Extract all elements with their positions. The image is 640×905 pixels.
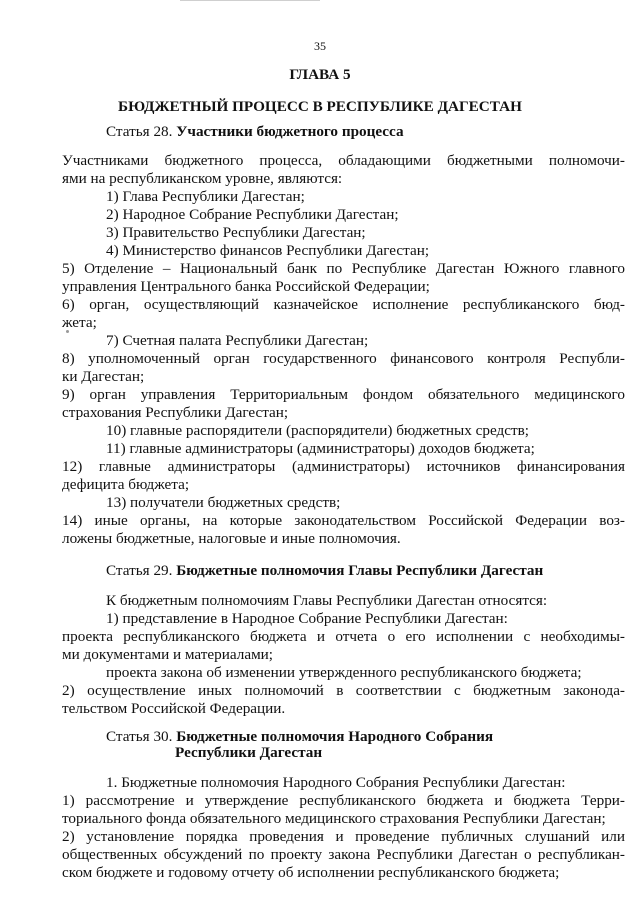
a29-line-6: 2) осуществление иных полномочий в соответствии с бюджетным законода-	[62, 682, 625, 699]
article-29-heading	[106, 562, 543, 580]
a28-line-19: дефицита бюджета;	[62, 476, 190, 493]
article-30-title-line-2: Республики Дагестан	[175, 744, 323, 761]
a30-line-5: общественных обсуждений по проекту закона Республики Дагестан о республикан-	[62, 846, 625, 863]
a30-line-6: ском бюджете и годовому отчету об исполнении республиканского бюджета;	[62, 864, 560, 881]
a28-line-3: 1) Глава Республики Дагестан;	[106, 188, 305, 205]
a28-line-15: страхования Республики Дагестан;	[62, 404, 289, 421]
chapter-heading: ГЛАВА 5	[289, 66, 351, 83]
a30-line-2: 1) рассмотрение и утверждение республиканского бюджета и бюджета Терри-	[62, 792, 625, 809]
a28-line-18: 12) главные администраторы (администраторы) источников финансирования	[62, 458, 625, 475]
article-28-title: Участники бюджетного процесса	[176, 123, 404, 140]
a28-line-17: 11) главные администраторы (администраторы) доходов бюджета;	[106, 440, 535, 457]
chapter-title: БЮДЖЕТНЫЙ ПРОЦЕСС В РЕСПУБЛИКЕ ДАГЕСТАН	[118, 98, 522, 115]
a28-line-5: 3) Правительство Республики Дагестан;	[106, 224, 366, 241]
a28-line-14: 9) орган управления Территориальным фондом обязательного медицинского	[62, 386, 625, 403]
a30-line-4: 2) установление порядка проведения и проведение публичных слушаний или	[62, 828, 625, 845]
a30-line-1: 1. Бюджетные полномочия Народного Собрания Республики Дагестан:	[106, 774, 566, 791]
a28-line-22: ложены бюджетные, налоговые и иные полномочия.	[62, 530, 401, 547]
a28-line-8: управления Центрального банка Российской Федерации;	[62, 278, 430, 295]
a29-line-1: К бюджетным полномочиям Главы Республики Дагестан относятся:	[106, 592, 548, 609]
page-number: 35	[314, 39, 326, 53]
a29-line-7: тельством Российской Федерации.	[62, 700, 286, 717]
article-28-label: Статья 28.	[106, 123, 173, 140]
article-29-title: Бюджетные полномочия Главы Республики Дагестан	[176, 562, 544, 579]
scan-artifact-line	[180, 0, 320, 1]
article-28-heading	[106, 123, 404, 141]
article-29-label: Статья 29.	[106, 562, 173, 579]
a28-line-9: 6) орган, осуществляющий казначейское исполнение республиканского бюд-	[62, 296, 625, 313]
a28-line-20: 13) получатели бюджетных средств;	[106, 494, 341, 511]
a28-line-16: 10) главные распорядители (распорядители) бюджетных средств;	[106, 422, 529, 439]
a30-line-3: ториального фонда обязательного медицинского страхования Республики Дагестан;	[62, 810, 606, 827]
a29-line-5: проекта закона об изменении утвержденного республиканского бюджета;	[106, 664, 582, 681]
a29-line-2: 1) представление в Народное Собрание Республики Дагестан:	[106, 610, 508, 627]
a28-line-13: ки Дагестан;	[62, 368, 145, 385]
a28-line-11: 7) Счетная палата Республики Дагестан;	[106, 332, 369, 349]
a29-line-3: проекта республиканского бюджета и отчета о его исполнении с необходимы-	[62, 628, 625, 645]
article-30-label: Статья 30.	[106, 728, 173, 745]
a29-line-4: ми документами и материалами;	[62, 646, 274, 663]
a28-line-4: 2) Народное Собрание Республики Дагестан;	[106, 206, 399, 223]
a28-line-21: 14) иные органы, на которые законодательством Российской Федерации воз-	[62, 512, 625, 529]
a28-line-6: 4) Министерство финансов Республики Дагестан;	[106, 242, 430, 259]
a28-line-7: 5) Отделение – Национальный банк по Республике Дагестан Южного главного	[62, 260, 625, 277]
a28-line-12: 8) уполномоченный орган государственного финансового контроля Республи-	[62, 350, 625, 367]
a28-line-2: ями на республиканском уровне, являются:	[62, 170, 343, 187]
a28-line-1: Участниками бюджетного процесса, обладающими бюджетными полномочи-	[62, 152, 625, 169]
article-30-title-line-1: Бюджетные полномочия Народного Собрания	[176, 728, 494, 745]
a28-line-10: жета;	[62, 314, 97, 331]
